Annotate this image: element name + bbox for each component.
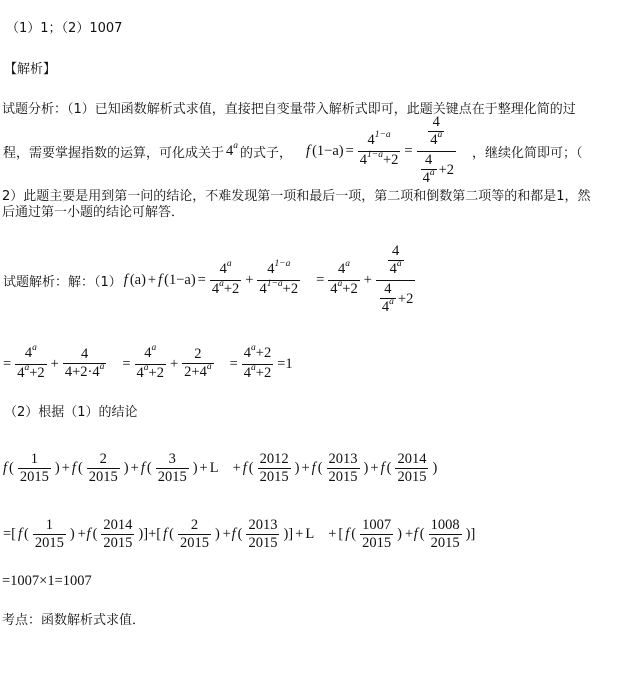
simplification-line: = $\frac{4^a}{4^a+2}$ + $\frac{4}{4+2\cdot 4^a}$ = $\frac{4^a}{4^a+2}$ + $\frac{2}{2+4^a}$ = $\frac{4^a+2}{4^a+2}$ =1	[3, 342, 293, 381]
complex-fraction-2: $\frac{4}{4^a}$ $\frac{4}{4^a}$ +2	[375, 244, 416, 317]
kaodian-line: 考点：函数解析式求值．	[2, 613, 146, 628]
analysis-line-2	[2, 113, 584, 186]
complex-fraction: $\frac{4}{4^a}$ $\frac{4}{4^a}$ +2	[416, 115, 457, 188]
sum-row-2: =[ f ( $\frac{1}{2015}$ ) +f ( $\frac{2014}{2015}$ )]+[ f ( $\frac{2}{2015}$ ) +f ( $\frac{2013}{2015}$ )] + L + [ f ( $\frac{1007}{2015}$ ) +f ( $\frac{1008}{2015}$ )]	[3, 516, 476, 551]
solution-label: 试题解析：解：（1）	[3, 274, 122, 290]
equals-sign: =	[404, 142, 413, 159]
fraction-1-minus-a: $\frac{4^{1-a}}{4^{1-a}+2}$	[259, 258, 299, 297]
analysis-line-2-prefix: 程，需要掌握指数的运算，可化成关于	[3, 145, 225, 161]
func-f: f	[306, 142, 311, 159]
func-arg: (1−a)	[312, 142, 344, 159]
part2-label: （2）根据（1）的结论	[4, 405, 138, 420]
section-title: 【解析】	[4, 62, 57, 77]
analysis-line-3: 2）此题主要是用到第一问的结论，不难发现第一项和最后一项，第二项和倒数第二项等的和都是1，然	[2, 189, 591, 204]
fraction-1: $\frac{4^{1-a}}{4^{1-a}+2}$	[359, 129, 399, 168]
analysis-line-2-mid: 的式子，	[240, 145, 293, 161]
sum-row-1: f ( $\frac{1}{2015}$ ) + f ( $\frac{2}{2015}$ ) + f ( $\frac{3}{2015}$ ) + L + f ( $\frac{2012}{2015}$ ) + f ( $\frac{2013}{2015}$ ) + f ( $\frac{2014}{2015}$ )	[3, 450, 438, 485]
equals-sign: =	[345, 142, 354, 159]
solution-line-1: 试题解析：解：（1） f (a) + f (1−a) = $\frac{4^a}{4^a+2}$ + $\frac{4^{1-a}}{4^{1-a}+2}$ = $\frac{4^a}{4^a+2}$ + $\frac{4}{4^a}$ $\frac{4}{4^a}$ +2	[2, 240, 418, 320]
analysis-line-2-suffix: ，继续化简即可；（	[472, 145, 583, 161]
result-line: =1007×1=1007	[2, 573, 92, 589]
fraction-a-2: $\frac{4^a}{4^a+2}$	[330, 258, 358, 297]
analysis-line-4: 后通过第一小题的结论可解答．	[2, 205, 185, 220]
answer-line: （1）1；（2）1007	[6, 21, 123, 36]
analysis-line-1: 试题分析：（1）已知函数解析式求值，直接把自变量带入解析式即可，此题关键点在于整理化简的过	[2, 102, 576, 117]
power-4a: 4$^a$	[226, 140, 239, 159]
fraction-a: $\frac{4^a}{4^a+2}$	[211, 258, 240, 297]
